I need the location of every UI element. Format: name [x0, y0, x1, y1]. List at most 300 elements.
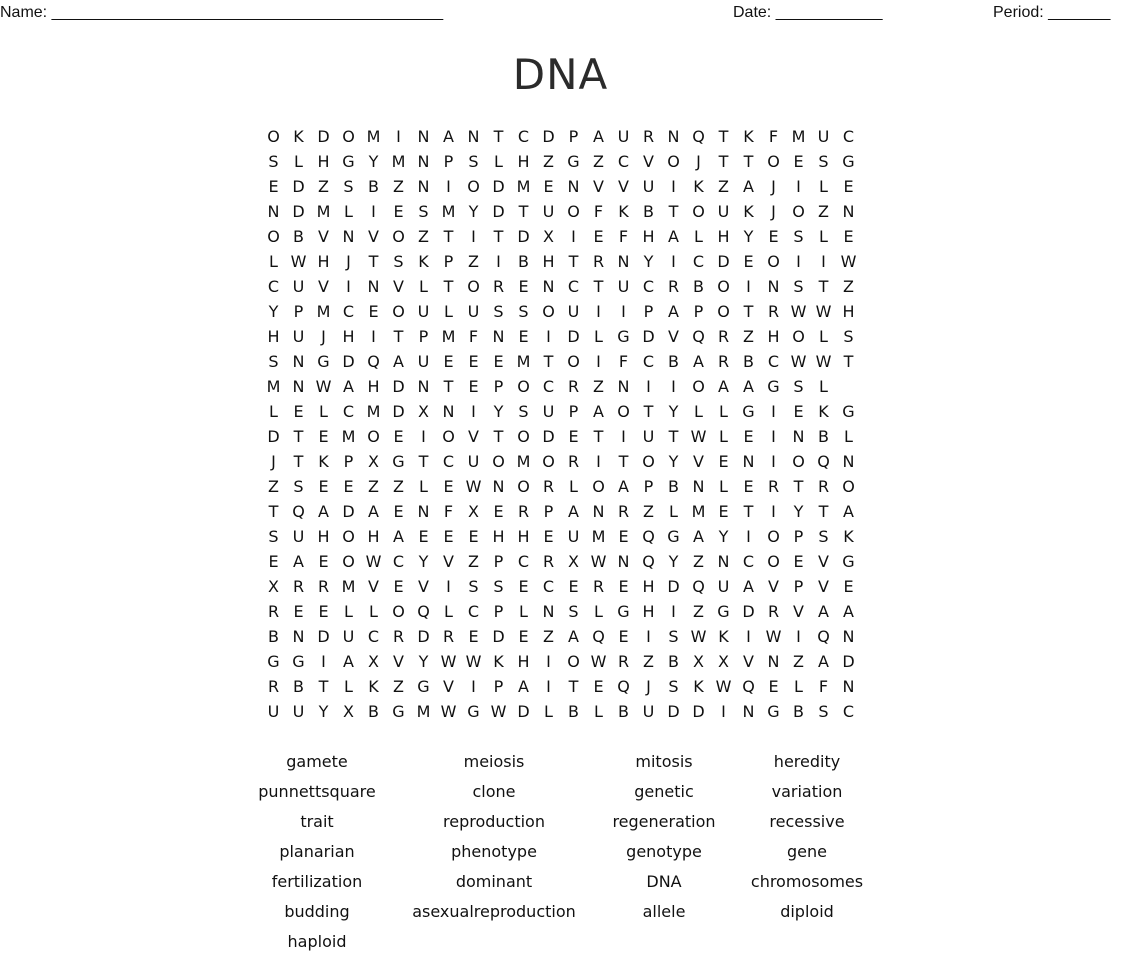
grid-letter: O: [767, 152, 780, 171]
grid-letter: I: [771, 427, 776, 446]
grid-letter: S: [568, 602, 579, 621]
grid-letter: T: [568, 252, 579, 271]
grid-letter: H: [367, 527, 380, 546]
grid-letter: C: [367, 627, 380, 646]
grid-letter: E: [743, 252, 754, 271]
grid-letter: V: [368, 577, 379, 596]
grid-letter: T: [568, 677, 579, 696]
grid-letter: H: [492, 527, 505, 546]
grid-letter: U: [567, 527, 580, 546]
grid-letter: C: [517, 127, 530, 146]
grid-letter: V: [768, 577, 779, 596]
grid-letter: I: [546, 677, 551, 696]
grid-letter: R: [517, 502, 530, 521]
grid-letter: N: [567, 177, 580, 196]
grid-letter: D: [317, 627, 330, 646]
grid-letter: R: [317, 577, 330, 596]
grid-letter: O: [567, 652, 580, 671]
grid-letter: I: [671, 602, 676, 621]
grid-letter: N: [542, 602, 555, 621]
grid-letter: G: [617, 327, 630, 346]
grid-letter: E: [793, 152, 804, 171]
grid-letter: O: [517, 377, 530, 396]
grid-letter: I: [496, 252, 501, 271]
grid-letter: C: [542, 577, 555, 596]
grid-letter: K: [818, 402, 829, 421]
word-bank-item: gene: [787, 842, 827, 861]
grid-letter: B: [668, 477, 679, 496]
grid-letter: D: [667, 577, 680, 596]
grid-letter: N: [542, 277, 555, 296]
grid-letter: T: [618, 452, 629, 471]
grid-letter: F: [818, 677, 829, 696]
grid-letter: T: [843, 352, 854, 371]
grid-letter: Y: [743, 227, 754, 246]
grid-letter: W: [690, 427, 707, 446]
grid-letter: D: [667, 702, 680, 721]
grid-letter: L: [294, 152, 303, 171]
grid-letter: P: [568, 402, 579, 421]
grid-letter: I: [771, 452, 776, 471]
word-bank-item: genotype: [626, 842, 702, 861]
grid-letter: W: [815, 302, 832, 321]
grid-letter: I: [796, 627, 801, 646]
grid-letter: M: [516, 352, 531, 371]
grid-row: [261, 424, 861, 449]
grid-letter: P: [568, 127, 579, 146]
grid-letter: M: [391, 152, 406, 171]
grid-letter: X: [468, 502, 479, 521]
grid-letter: S: [268, 352, 279, 371]
grid-letter: Z: [393, 477, 404, 496]
grid-letter: W: [765, 627, 782, 646]
grid-letter: U: [642, 702, 655, 721]
grid-letter: A: [693, 352, 704, 371]
grid-letter: C: [342, 302, 355, 321]
grid-letter: E: [793, 552, 804, 571]
grid-letter: Z: [593, 152, 604, 171]
grid-letter: R: [292, 577, 305, 596]
grid-letter: D: [392, 402, 405, 421]
grid-letter: G: [392, 702, 405, 721]
grid-letter: F: [443, 502, 454, 521]
grid-letter: O: [392, 302, 405, 321]
grid-letter: D: [492, 177, 505, 196]
grid-letter: N: [267, 202, 280, 221]
grid-letter: W: [440, 652, 457, 671]
grid-letter: Z: [718, 177, 729, 196]
grid-letter: R: [542, 477, 555, 496]
grid-letter: Y: [493, 402, 504, 421]
grid-letter: E: [768, 227, 779, 246]
grid-letter: L: [269, 252, 278, 271]
grid-letter: N: [792, 427, 805, 446]
grid-letter: O: [542, 452, 555, 471]
grid-letter: R: [442, 627, 455, 646]
grid-letter: E: [743, 477, 754, 496]
grid-letter: B: [268, 627, 279, 646]
grid-letter: T: [818, 502, 829, 521]
grid-letter: D: [492, 202, 505, 221]
grid-letter: A: [718, 377, 729, 396]
grid-letter: F: [593, 202, 604, 221]
grid-letter: N: [417, 502, 430, 521]
grid-letter: R: [267, 602, 280, 621]
grid-letter: Q: [817, 627, 830, 646]
word-bank-item: gamete: [286, 752, 348, 771]
grid-letter: X: [368, 452, 379, 471]
grid-letter: S: [793, 227, 804, 246]
grid-letter: S: [668, 627, 679, 646]
grid-letter: L: [569, 477, 578, 496]
grid-letter: T: [443, 377, 454, 396]
grid-letter: K: [368, 677, 379, 696]
grid-letter: Q: [692, 327, 705, 346]
grid-letter: K: [843, 527, 854, 546]
grid-letter: A: [818, 602, 829, 621]
grid-letter: U: [467, 302, 480, 321]
grid-letter: O: [467, 177, 480, 196]
grid-row: [261, 599, 861, 624]
grid-letter: I: [596, 352, 601, 371]
grid-letter: V: [793, 602, 804, 621]
grid-letter: W: [840, 252, 857, 271]
grid-letter: J: [321, 327, 326, 346]
grid-letter: E: [393, 502, 404, 521]
grid-letter: V: [393, 652, 404, 671]
grid-letter: S: [793, 277, 804, 296]
grid-letter: K: [743, 202, 754, 221]
grid-letter: H: [642, 227, 655, 246]
grid-row: [261, 499, 861, 524]
grid-letter: N: [617, 377, 630, 396]
grid-letter: W: [440, 702, 457, 721]
grid-letter: Q: [742, 677, 755, 696]
grid-letter: T: [593, 277, 604, 296]
grid-letter: A: [843, 502, 854, 521]
grid-letter: E: [493, 502, 504, 521]
grid-letter: V: [443, 552, 454, 571]
grid-letter: C: [642, 352, 655, 371]
grid-letter: Y: [718, 527, 729, 546]
grid-letter: E: [793, 402, 804, 421]
word-bank-item: heredity: [773, 752, 841, 771]
grid-letter: M: [341, 427, 356, 446]
grid-letter: W: [790, 302, 807, 321]
grid-letter: O: [717, 277, 730, 296]
grid-letter: O: [267, 127, 280, 146]
grid-letter: Q: [367, 352, 380, 371]
grid-letter: B: [293, 227, 304, 246]
grid-letter: M: [366, 127, 381, 146]
grid-row: [261, 674, 861, 699]
grid-letter: P: [493, 552, 504, 571]
word-search-grid: [261, 124, 861, 724]
word-bank-item: dominant: [455, 872, 533, 891]
grid-letter: O: [792, 202, 805, 221]
grid-letter: Q: [592, 627, 605, 646]
grid-letter: K: [293, 127, 304, 146]
grid-letter: E: [318, 477, 329, 496]
grid-letter: I: [621, 302, 626, 321]
grid-letter: S: [668, 677, 679, 696]
grid-row: [261, 399, 861, 424]
word-bank-item: trait: [300, 812, 334, 831]
grid-letter: E: [593, 227, 604, 246]
grid-letter: U: [292, 277, 305, 296]
grid-letter: O: [342, 527, 355, 546]
grid-letter: Z: [418, 227, 429, 246]
grid-letter: Z: [793, 652, 804, 671]
grid-letter: I: [421, 427, 426, 446]
grid-letter: P: [418, 327, 429, 346]
grid-letter: A: [293, 552, 304, 571]
grid-letter: B: [618, 702, 629, 721]
grid-letter: L: [819, 327, 828, 346]
grid-letter: R: [717, 327, 730, 346]
grid-letter: N: [742, 452, 755, 471]
grid-letter: M: [591, 527, 606, 546]
grid-row: [261, 124, 861, 149]
grid-letter: E: [468, 527, 479, 546]
grid-letter: R: [267, 677, 280, 696]
grid-letter: I: [446, 577, 451, 596]
grid-letter: D: [717, 252, 730, 271]
grid-letter: N: [467, 127, 480, 146]
grid-letter: O: [367, 427, 380, 446]
word-bank-item: allele: [642, 902, 686, 921]
grid-letter: D: [692, 702, 705, 721]
grid-letter: T: [393, 327, 404, 346]
grid-letter: G: [292, 652, 305, 671]
grid-letter: Z: [393, 177, 404, 196]
grid-letter: K: [418, 252, 429, 271]
grid-letter: D: [642, 327, 655, 346]
grid-letter: Z: [543, 152, 554, 171]
grid-letter: Y: [368, 152, 379, 171]
grid-letter: D: [267, 427, 280, 446]
grid-letter: N: [842, 677, 855, 696]
grid-letter: S: [518, 402, 529, 421]
word-bank-item: regeneration: [612, 812, 716, 831]
grid-letter: L: [344, 602, 353, 621]
grid-letter: Y: [643, 252, 654, 271]
grid-letter: I: [571, 227, 576, 246]
grid-letter: S: [493, 302, 504, 321]
grid-row: [261, 624, 861, 649]
grid-letter: Y: [668, 452, 679, 471]
grid-letter: J: [346, 252, 351, 271]
grid-letter: E: [443, 527, 454, 546]
grid-letter: K: [693, 177, 704, 196]
grid-letter: R: [717, 352, 730, 371]
grid-letter: I: [771, 502, 776, 521]
grid-letter: C: [542, 377, 555, 396]
grid-letter: C: [767, 352, 780, 371]
grid-letter: U: [817, 127, 830, 146]
grid-letter: E: [843, 177, 854, 196]
grid-letter: U: [642, 427, 655, 446]
grid-letter: G: [767, 702, 780, 721]
grid-letter: H: [517, 527, 530, 546]
grid-letter: M: [316, 302, 331, 321]
grid-letter: X: [543, 227, 554, 246]
grid-letter: T: [493, 127, 504, 146]
grid-letter: N: [367, 277, 380, 296]
grid-letter: S: [818, 527, 829, 546]
grid-row: [261, 324, 861, 349]
grid-letter: U: [617, 277, 630, 296]
grid-letter: L: [594, 602, 603, 621]
grid-letter: R: [767, 602, 780, 621]
grid-letter: A: [568, 502, 579, 521]
grid-letter: D: [492, 627, 505, 646]
grid-row: [261, 549, 861, 574]
grid-letter: O: [667, 152, 680, 171]
grid-letter: E: [768, 677, 779, 696]
word-bank-item: recessive: [769, 812, 845, 831]
grid-letter: E: [493, 352, 504, 371]
grid-letter: R: [642, 127, 655, 146]
grid-letter: T: [668, 427, 679, 446]
grid-letter: A: [518, 677, 529, 696]
grid-letter: R: [767, 477, 780, 496]
grid-letter: T: [493, 227, 504, 246]
grid-letter: N: [692, 477, 705, 496]
grid-letter: L: [594, 327, 603, 346]
grid-letter: E: [268, 552, 279, 571]
grid-letter: E: [393, 577, 404, 596]
grid-letter: L: [794, 677, 803, 696]
grid-letter: P: [543, 502, 554, 521]
grid-letter: B: [743, 352, 754, 371]
grid-letter: F: [768, 127, 779, 146]
grid-row: [261, 224, 861, 249]
grid-row: [261, 274, 861, 299]
word-bank-item: chromosomes: [750, 872, 864, 891]
grid-letter: L: [694, 227, 703, 246]
grid-letter: A: [443, 127, 454, 146]
grid-letter: T: [268, 502, 279, 521]
grid-letter: V: [693, 452, 704, 471]
grid-letter: O: [542, 302, 555, 321]
grid-letter: Y: [793, 502, 804, 521]
page-title: DNA: [512, 50, 609, 99]
grid-letter: E: [543, 177, 554, 196]
grid-letter: I: [346, 277, 351, 296]
grid-letter: E: [318, 552, 329, 571]
grid-letter: I: [471, 677, 476, 696]
grid-letter: O: [792, 327, 805, 346]
grid-letter: W: [465, 652, 482, 671]
grid-letter: D: [292, 202, 305, 221]
grid-letter: P: [493, 377, 504, 396]
grid-letter: S: [343, 177, 354, 196]
grid-letter: L: [594, 702, 603, 721]
grid-letter: E: [518, 577, 529, 596]
grid-letter: D: [292, 177, 305, 196]
grid-letter: O: [767, 552, 780, 571]
word-bank-item: asexualreproduction: [412, 902, 576, 921]
grid-letter: O: [267, 227, 280, 246]
grid-letter: I: [446, 177, 451, 196]
grid-letter: G: [742, 402, 755, 421]
grid-letter: D: [342, 352, 355, 371]
grid-letter: A: [818, 652, 829, 671]
grid-row: [261, 374, 861, 399]
grid-letter: H: [542, 252, 555, 271]
grid-letter: G: [467, 702, 480, 721]
grid-letter: N: [667, 127, 680, 146]
grid-letter: T: [718, 152, 729, 171]
grid-letter: I: [821, 252, 826, 271]
grid-letter: B: [368, 177, 379, 196]
grid-letter: Q: [692, 127, 705, 146]
grid-letter: D: [542, 127, 555, 146]
grid-letter: X: [268, 577, 279, 596]
grid-letter: N: [417, 127, 430, 146]
grid-letter: V: [318, 227, 329, 246]
grid-letter: M: [266, 377, 281, 396]
grid-letter: Z: [693, 602, 704, 621]
grid-letter: I: [771, 402, 776, 421]
grid-letter: C: [567, 277, 580, 296]
grid-letter: T: [518, 202, 529, 221]
grid-letter: O: [767, 527, 780, 546]
grid-letter: H: [367, 377, 380, 396]
grid-letter: L: [719, 402, 728, 421]
grid-letter: L: [819, 227, 828, 246]
grid-letter: G: [317, 352, 330, 371]
grid-letter: B: [518, 252, 529, 271]
grid-letter: A: [368, 502, 379, 521]
grid-letter: A: [743, 377, 754, 396]
grid-letter: K: [718, 627, 729, 646]
grid-letter: P: [643, 302, 654, 321]
grid-letter: N: [617, 552, 630, 571]
grid-letter: V: [668, 327, 679, 346]
grid-letter: L: [269, 402, 278, 421]
grid-letter: G: [392, 452, 405, 471]
grid-letter: D: [742, 602, 755, 621]
grid-row: [261, 524, 861, 549]
grid-letter: X: [718, 652, 729, 671]
grid-letter: O: [467, 277, 480, 296]
word-bank-item: meiosis: [463, 752, 525, 771]
grid-letter: E: [293, 402, 304, 421]
grid-letter: W: [365, 552, 382, 571]
grid-letter: X: [343, 702, 354, 721]
grid-letter: Q: [617, 677, 630, 696]
grid-letter: B: [668, 652, 679, 671]
grid-letter: C: [617, 152, 630, 171]
grid-letter: H: [642, 577, 655, 596]
grid-row: [261, 199, 861, 224]
grid-letter: K: [618, 202, 629, 221]
grid-letter: J: [271, 452, 276, 471]
grid-letter: N: [492, 327, 505, 346]
grid-letter: W: [590, 552, 607, 571]
grid-letter: Y: [668, 552, 679, 571]
grid-letter: X: [368, 652, 379, 671]
grid-letter: I: [746, 277, 751, 296]
grid-letter: E: [318, 427, 329, 446]
grid-letter: M: [516, 177, 531, 196]
grid-letter: O: [642, 452, 655, 471]
grid-letter: U: [267, 702, 280, 721]
grid-letter: U: [342, 627, 355, 646]
grid-letter: L: [719, 427, 728, 446]
